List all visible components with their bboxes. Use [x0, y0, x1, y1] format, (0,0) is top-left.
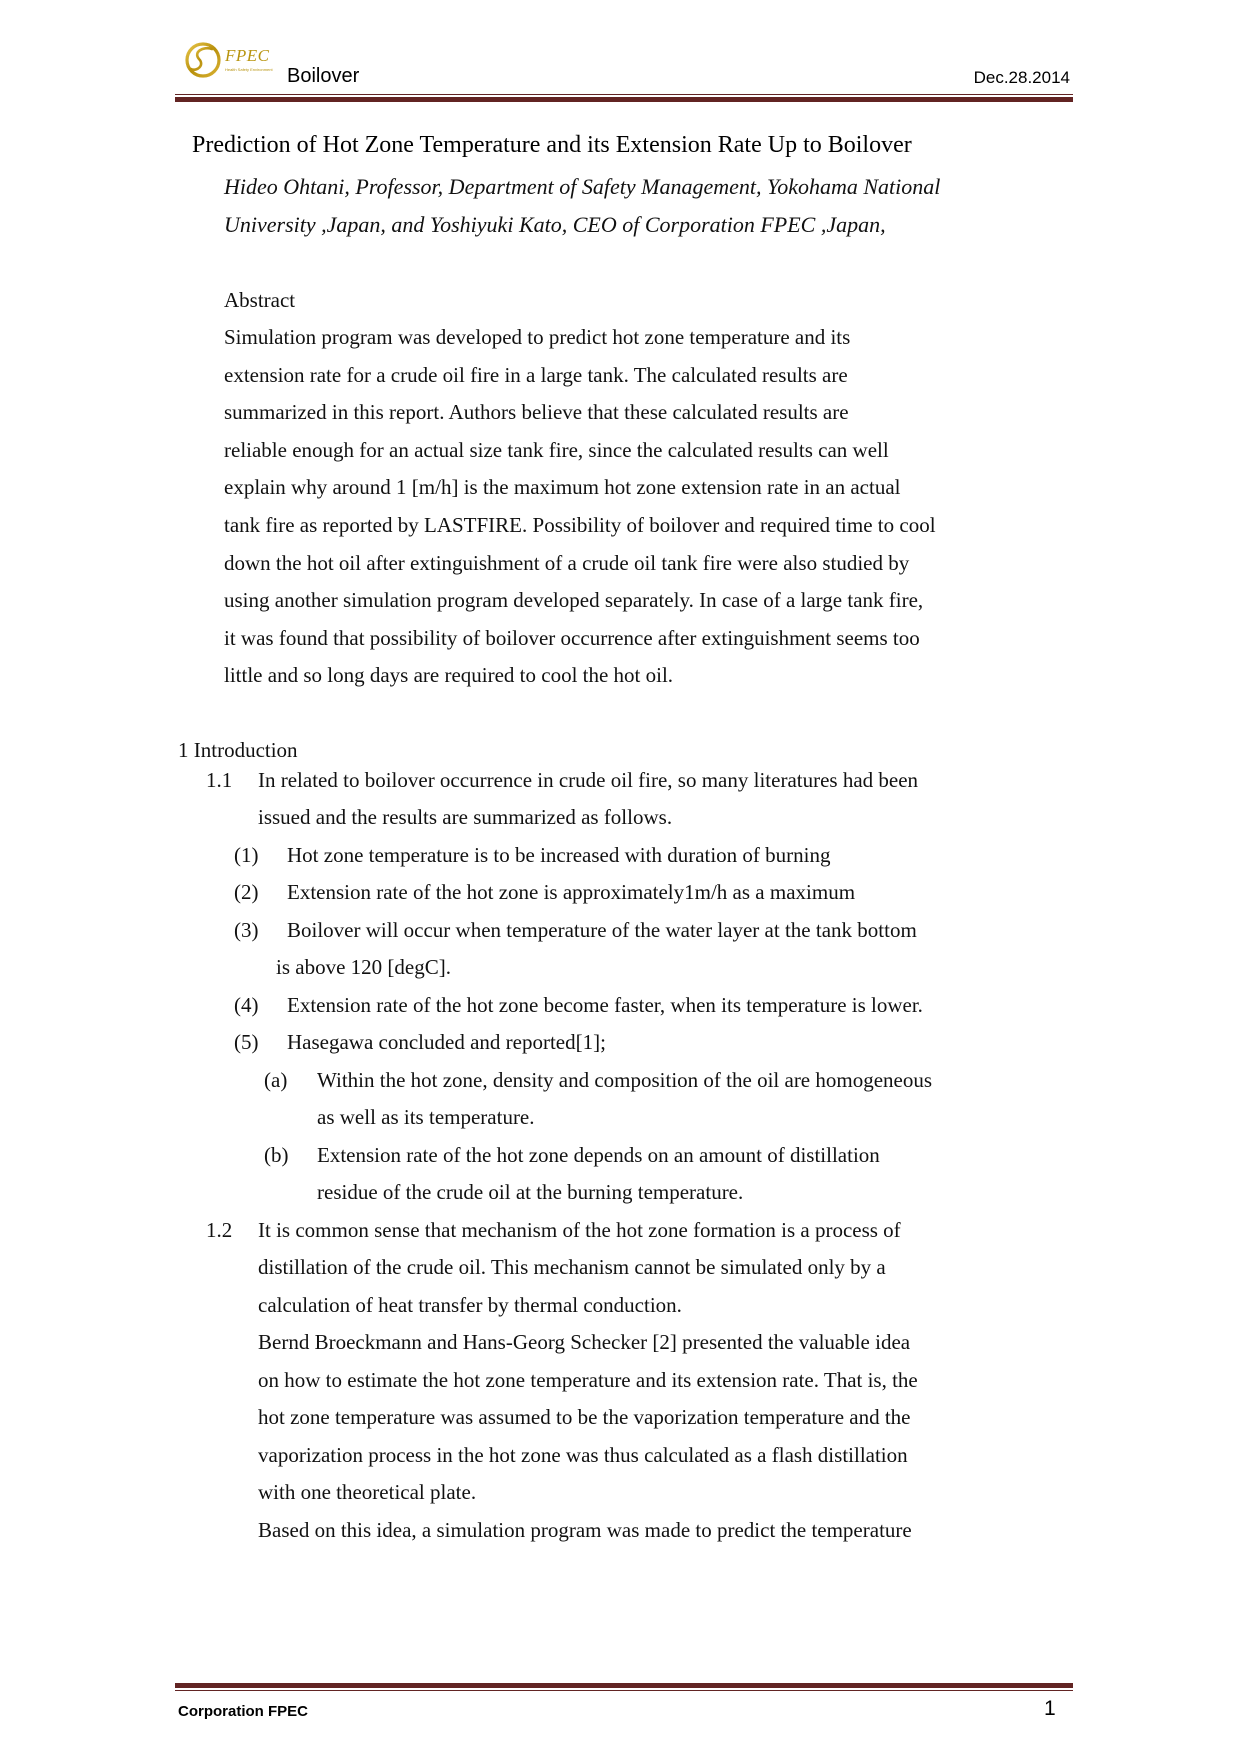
abstract-line: tank fire as reported by LASTFIRE. Possibility of boilover and required time to cool: [224, 512, 936, 537]
footer-rule-thin: [175, 1690, 1073, 1691]
abstract-line: down the hot oil after extinguishment of a crude oil tank fire were also studied by: [224, 550, 910, 575]
abstract-line: it was found that possibility of boilover occurrence after extinguishment seems too: [224, 625, 920, 650]
list-item-label: (4): [234, 993, 259, 1017]
sublist-item-text: as well as its temperature.: [317, 1105, 535, 1129]
paragraph-line: In related to boilover occurrence in crude oil fire, so many literatures had been: [258, 768, 919, 792]
paragraph-line: hot zone temperature was assumed to be the vaporization temperature and the: [258, 1405, 911, 1429]
page-header: [175, 36, 1073, 106]
list-item-label: (3): [234, 918, 259, 942]
sublist-item-label: (a): [264, 1068, 288, 1092]
abstract-line: using another simulation program developed separately. In case of a large tank fire,: [224, 588, 924, 613]
abstract-line: summarized in this report. Authors believe that these calculated results are: [224, 400, 849, 425]
header-title: Boilover: [287, 65, 360, 87]
sublist-item-text: Within the hot zone, density and composition of the oil are homogeneous: [317, 1068, 933, 1092]
authors: [224, 168, 940, 244]
list-item-label: (5): [234, 1030, 259, 1054]
footer-company: Corporation FPEC: [178, 1703, 308, 1720]
list-item-text: Extension rate of the hot zone become faster, when its temperature is lower.: [287, 993, 923, 1017]
subsection-number: 1.1: [206, 768, 233, 792]
list-item-text: Boilover will occur when temperature of the water layer at the tank bottom: [287, 918, 917, 942]
abstract-line: Simulation program was developed to predict hot zone temperature and its: [224, 325, 851, 349]
section-heading-introduction: 1 Introduction: [178, 738, 298, 762]
abstract-body: [224, 319, 936, 695]
sublist-item-text: Extension rate of the hot zone depends on an amount of distillation: [317, 1143, 880, 1167]
logo-tagline: Health Safety Environment: [225, 67, 273, 72]
paragraph-line: issued and the results are summarized as follows.: [258, 805, 673, 829]
list-item-text: Hasegawa concluded and reported[1];: [287, 1030, 606, 1054]
list-item-text: Hot zone temperature is to be increased with duration of burning: [287, 843, 831, 867]
abstract-line: reliable enough for an actual size tank fire, since the calculated results can well: [224, 437, 889, 462]
company-logo: [185, 40, 285, 84]
paragraph-line: calculation of heat transfer by thermal conduction.: [258, 1293, 682, 1317]
header-rule-thick: [175, 97, 1073, 102]
authors-line: University ,Japan, and Yoshiyuki Kato, CEO of Corporation FPEC ,Japan,: [224, 212, 886, 237]
abstract-line: explain why around 1 [m/h] is the maximum hot zone extension rate in an actual: [224, 475, 901, 500]
list-item-label: (1): [234, 843, 259, 867]
list-item-text: is above 120 [degC].: [276, 955, 451, 979]
header-date: Dec.28.2014: [973, 68, 1070, 87]
paragraph-line: Based on this idea, a simulation program was made to predict the temperature: [258, 1518, 912, 1542]
paragraph-line: vaporization process in the hot zone was thus calculated as a flash distillation: [258, 1443, 908, 1467]
sublist-item-label: (b): [264, 1143, 289, 1167]
logo-name: FPEC: [225, 46, 270, 65]
header-rule-thin: [175, 94, 1073, 95]
paragraph-line: with one theoretical plate.: [258, 1480, 477, 1504]
paragraph-line: on how to estimate the hot zone temperature and its extension rate. That is, the: [258, 1368, 918, 1392]
subsection-number: 1.2: [206, 1218, 233, 1242]
list-item-text: Extension rate of the hot zone is approximately1m/h as a maximum: [287, 880, 856, 904]
abstract-line: extension rate for a crude oil fire in a large tank. The calculated results are: [224, 362, 848, 387]
page-number: 1: [1044, 1697, 1056, 1720]
paragraph-line: Bernd Broeckmann and Hans-Georg Schecker [2] presented the valuable idea: [258, 1330, 911, 1354]
abstract-line: little and so long days are required to cool the hot oil.: [224, 663, 674, 688]
list-item-label: (2): [234, 880, 259, 904]
sublist-item-text: residue of the crude oil at the burning temperature.: [317, 1180, 744, 1204]
authors-line: Hideo Ohtani, Professor, Department of Safety Management, Yokohama National: [224, 174, 941, 199]
fpec-ring-logo-icon: [185, 40, 225, 80]
document-title: Prediction of Hot Zone Temperature and its Extension Rate Up to Boilover: [192, 132, 912, 158]
footer-rule-thick: [175, 1683, 1073, 1688]
paragraph-line: distillation of the crude oil. This mechanism cannot be simulated only by a: [258, 1255, 886, 1279]
paragraph-line: It is common sense that mechanism of the hot zone formation is a process of: [258, 1218, 901, 1242]
abstract-heading: Abstract: [224, 288, 296, 312]
